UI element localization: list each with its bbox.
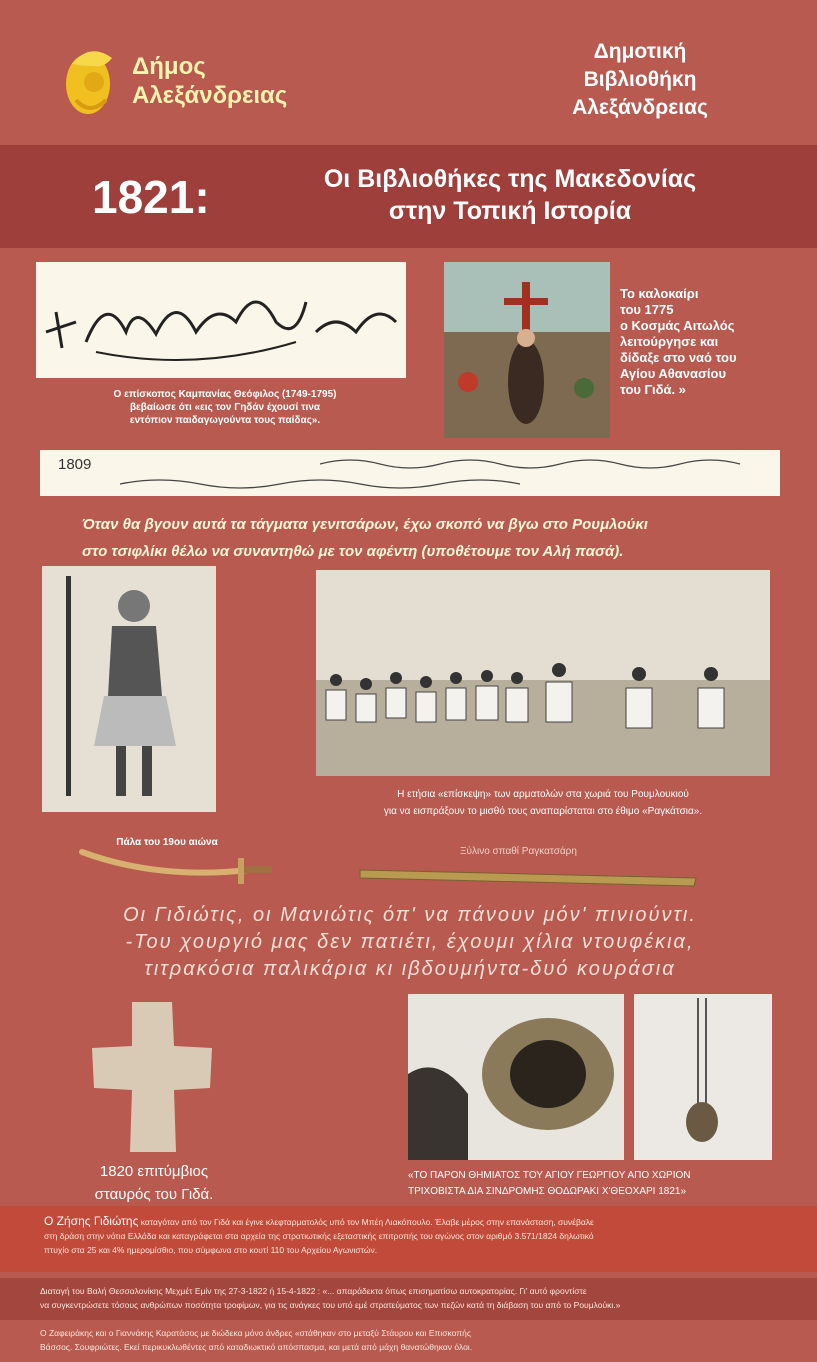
ragkatsia-caption [316,786,770,820]
censer-icon [634,994,772,1160]
cross-caption [66,1160,242,1206]
title-year: 1821: [92,171,210,223]
footer-band-zisis [0,1206,817,1272]
document-1809-image [40,450,780,496]
ragkatsia-photo [316,570,770,776]
vali-line-2: να συγκεντρώσετε τόσους ανθρώπων ποσότητα τροφίμων, για τις ανάγκες του υπό εμέ στρατεύματος των πεζών κατά τη διάβαση του από το Ρουμλούκι.» [40,1300,621,1310]
bishop-caption-line-3: εντόπιον παιδαγωγούντα τους παίδας». [129,415,321,426]
stone-cross-icon [92,1002,212,1152]
kosmas-line-3: ο Κοσμάς Αιτωλός [620,318,735,333]
saint-preaching-icon [444,262,610,438]
translation-line-2: στο τσιφλίκι θέλω να συναντηθώ με τον αφέντη (υποθέτουμε τον Αλή πασά). [82,543,624,560]
quote-line-1: Οι Γιδιώτις, οι Μανιώτις όπ' να πάνουν μόν' πινιούντι. [123,904,697,926]
kosmas-line-1: Το καλοκαίρι [620,286,699,301]
library-name [540,38,740,122]
fresco-image [444,262,610,438]
bell-icon [408,994,624,1160]
quote-line-2: -Του χουργιό μας δεν πατιέτι, έχουμι χίλια ντουφέκια, [125,931,695,953]
kosmas-line-2: του 1775 [620,302,674,317]
handwriting-icon [120,452,770,494]
handwritten-signature-icon [36,262,406,378]
censer-caption-line-2: ΤΡΙΧΟΒΙΣΤΑ ΔΙΑ ΣΙΝΔΡΟΜΗΣ ΘΟΔΩΡΑΚΙ Χ'ΘΕΟΧΑΡΙ 1821» [408,1186,687,1197]
wooden-sword-icon [356,856,706,890]
ragkatsia-caption-line-2: για να εισπράξουν το μισθό τους αναπαρίσταται στο έθιμο «Ραγκάτσια». [383,806,703,817]
censer-caption [408,1168,788,1200]
kosmas-text [620,286,790,398]
bishop-caption-line-2: βεβαίωσε ότι «εις τον Γηδάν έχουσί τινα [129,402,321,413]
zisis-text [0,1206,817,1257]
footer-band-vali [0,1278,817,1320]
library-line-1: Δημοτική [593,40,687,63]
kosmas-line-7: του Γιδά. » [620,382,686,397]
censer-caption-line-1: «ΤΟ ΠΑΡΟΝ ΘΗΜΙΑΤΟΣ ΤΟΥ ΑΓΙΟΥ ΓΕΩΡΓΙΟΥ ΑΠΟ ΧΩΡΙΟΝ [408,1170,691,1181]
armatolos-drawing [42,566,216,812]
municipality-logo-icon [58,40,124,120]
vali-line-1: Διαταγή του Βαλή Θεσσαλονίκης Μεχμέτ Εμίν της 27-3-1822 ή 15-4-1822 : «... απαράδεκτα όπως επισηματίσω αυτοκρατορίας. Γι' αυτό φροντίστε [40,1286,587,1296]
cross-caption-line-1: 1820 επιτύμβιος [99,1163,209,1180]
karatasos-text [40,1326,780,1354]
document-year: 1809 [58,456,92,473]
sword-label: Πάλα του 19ου αιώνα [116,837,218,848]
logo-line-2: Αλεξάνδρειας [132,82,288,109]
zisis-name: Ο Ζήσης Γιδιώτης [44,1214,139,1228]
zisis-line-1: καταγόταν από τον Γιδά και έγινε κλεφταρματολός υπό τον Μπέη Λιακόπουλο. Έλαβε μέρος στην επανάσταση, συνέβαλε [140,1217,594,1227]
title-line-2: στην Τοπική Ιστορία [388,197,632,225]
municipality-name [132,52,287,110]
ragkatsia-caption-line-1: Η ετήσια «επίσκεψη» των αρματολών στα χωριά του Ρουμλουκιού [397,789,689,800]
wooden-sword-label: Ξύλινο σπαθί Ραγκατσάρη [460,846,577,857]
kosmas-line-5: δίδαξε στο ναό του [620,350,737,365]
dancers-photo-icon [316,570,770,776]
dialect-quote [40,902,780,983]
censer-photo [634,994,772,1160]
bishop-caption [60,388,390,427]
translation-text [82,511,782,565]
translation-line-1: Όταν θα βγουν αυτά τα τάγματα γενιτσάρων, έχω σκοπό να βγω στο Ρουμλούκι [82,516,648,533]
bell-photo [408,994,624,1160]
cross-caption-line-2: σταυρός του Γιδά. [94,1186,214,1203]
karatasos-line-1: Ο Ζαφειράκης και ο Γιαννάκης Καρατάσος με διώδεκα μόνο άνδρες «στάθηκαν στο μεταξύ Στάυρου και Επισκοπής [40,1328,471,1338]
quote-line-3: τιτρακόσια παλικάρια κι ιβδουμήντα-δυό κουράσια [144,958,676,980]
sword-icon [78,846,278,890]
zisis-line-3: πτυχίο στα 25 και 4% ημερομίσθιο, που σύμφωνα στο κουτί 110 του Αρχείου Αγωνιστών. [44,1245,378,1255]
kosmas-line-4: λειτούργησε και [620,334,719,349]
library-line-2: Βιβλιοθήκη [583,68,697,91]
page-title [280,163,740,227]
signature-image [36,262,406,378]
bishop-caption-line-1: Ο επίσκοπος Καμπανίας Θεόφιλος (1749-1795) [113,389,337,400]
vali-order-text [0,1278,817,1312]
library-line-3: Αλεξάνδρειας [572,96,708,119]
title-line-1: Οι Βιβλιοθήκες της Μακεδονίας [323,165,697,193]
logo-line-1: Δήμος [132,53,206,80]
warrior-figure-icon [42,566,216,812]
kosmas-line-6: Αγίου Αθανασίου [620,366,727,381]
karatasos-line-2: Βάσσος. Σουφριώτες. Εκεί περικυκλωθέντες από καταδιωκτικό απόσπασμα, και μετά από μάχη θανατώθηκαν όλοι. [40,1342,473,1352]
zisis-line-2: στη δράση στην νότια Ελλάδα και καταγράφεται στα αρχεία της στρατιωτικής εξεταστικής επιτροπής του αγώνος στον αριθμό 3.571/1824 δηλωτικό [44,1231,594,1241]
